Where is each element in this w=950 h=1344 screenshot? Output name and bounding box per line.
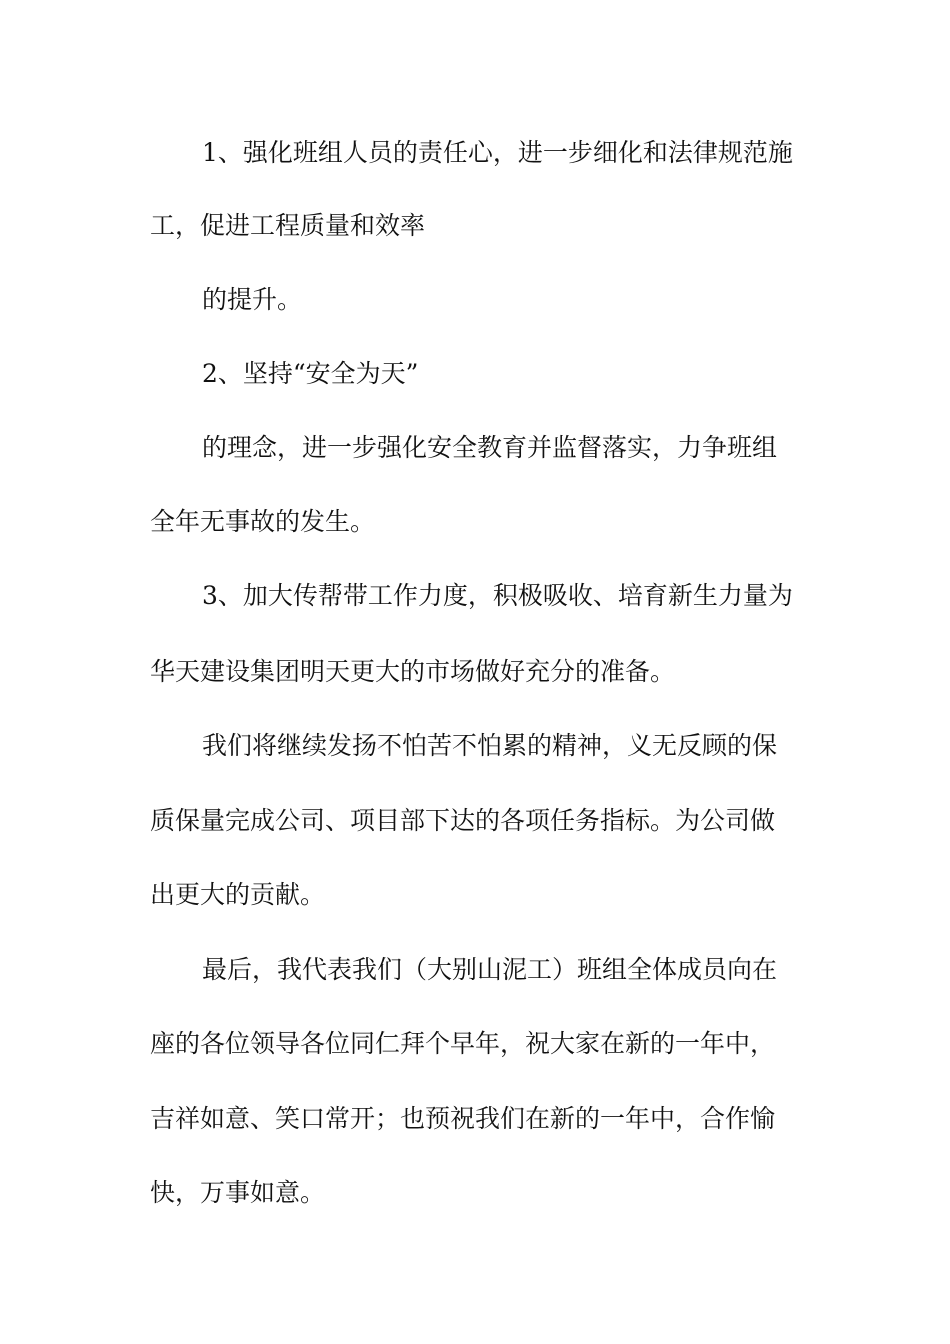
text-line: 的理念，进一步强化安全教育并监督落实，力争班组 xyxy=(202,433,778,462)
text-line: 最后，我代表我们（大别山泥工）班组全体成员向在 xyxy=(202,955,778,984)
text-line: 1、强化班组人员的责任心，进一步细化和法律规范施 xyxy=(202,138,793,167)
text-line: 我们将继续发扬不怕苦不怕累的精神，义无反顾的保 xyxy=(202,731,778,760)
text-line: 的提升。 xyxy=(202,285,303,314)
text-line: 质保量完成公司、项目部下达的各项任务指标。为公司做 xyxy=(150,806,776,835)
text-line: 吉祥如意、笑口常开；也预祝我们在新的一年中，合作愉 xyxy=(150,1104,776,1133)
text-line: 2、坚持“安全为天” xyxy=(202,359,419,388)
text-line: 3、加大传帮带工作力度，积极吸收、培育新生力量为 xyxy=(202,581,793,610)
text-line: 出更大的贡献。 xyxy=(150,880,326,909)
text-line: 工，促进工程质量和效率 xyxy=(150,211,426,240)
text-line: 华天建设集团明天更大的市场做好充分的准备。 xyxy=(150,657,676,686)
text-line: 全年无事故的发生。 xyxy=(150,507,376,536)
text-line: 快，万事如意。 xyxy=(150,1178,326,1207)
text-line: 座的各位领导各位同仁拜个早年，祝大家在新的一年中， xyxy=(150,1029,776,1058)
